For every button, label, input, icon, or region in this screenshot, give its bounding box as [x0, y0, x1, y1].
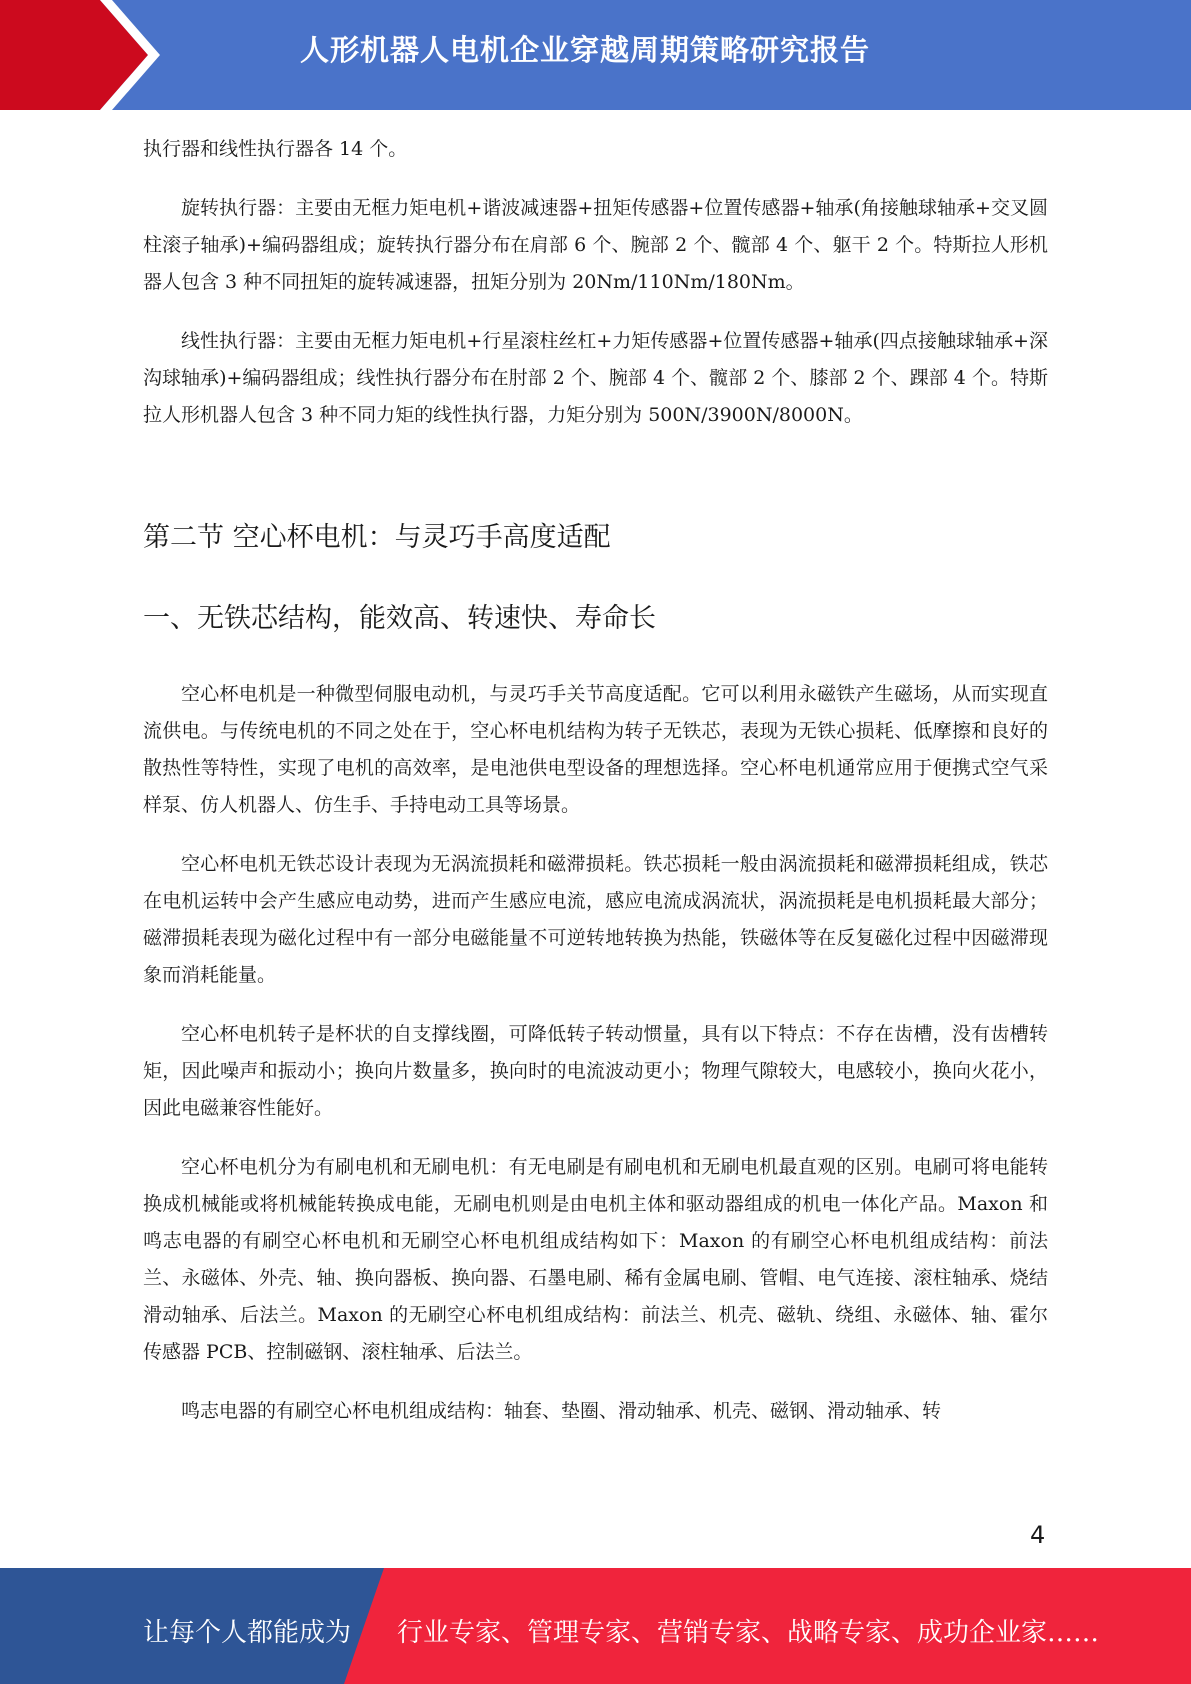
paragraph-brushed-brushless: 空心杯电机分为有刷电机和无刷电机：有无电刷是有刷电机和无刷电机最直观的区别。电刷可将电能转换成机械能或将机械能转换成电能，无刷电机则是由电机主体和驱动器组成的机电一体化产品。Maxon 和鸣志电器的有刷空心杯电机和无刷空心杯电机组成结构如下：Maxon 的有刷空心杯电机组成结构：前法兰、永磁体、外壳、轴、换向器板、换向器、石墨电刷、稀有金属电刷、管帽、电气连接、滚柱轴承、烧结滑动轴承、后法兰。Maxon 的无刷空心杯电机组成结构：前法兰、机壳、磁轨、绕组、永磁体、轴、霍尔传感器 PCB、控制磁钢、滚柱轴承、后法兰。: [143, 1156, 1048, 1363]
paragraph-continued: 执行器和线性执行器各 14 个。: [143, 138, 408, 160]
paragraph-coreless-intro: 空心杯电机是一种微型伺服电动机，与灵巧手关节高度适配。它可以利用永磁铁产生磁场，从而实现直流供电。与传统电机的不同之处在于，空心杯电机结构为转子无铁芯，表现为无铁心损耗、低摩擦和良好的散热性等特性，实现了电机的高效率，是电池供电型设备的理想选择。空心杯电机通常应用于便携式空气采样泵、仿人机器人、仿生手、手持电动工具等场景。: [143, 683, 1048, 816]
paragraph-iron-loss: 空心杯电机无铁芯设计表现为无涡流损耗和磁滞损耗。铁芯损耗一般由涡流损耗和磁滞损耗组成，铁芯在电机运转中会产生感应电动势，进而产生感应电流，感应电流成涡流状，涡流损耗是电机损耗最大部分；磁滞损耗表现为磁化过程中有一部分电磁能量不可逆转地转换为热能，铁磁体等在反复磁化过程中因磁滞现象而消耗能量。: [143, 853, 1048, 986]
page-number: 4: [1030, 1521, 1046, 1549]
paragraph-linear-actuator: 线性执行器：主要由无框力矩电机+行星滚柱丝杠+力矩传感器+位置传感器+轴承(四点接触球轴承+深沟球轴承)+编码器组成；线性执行器分布在肘部 2 个、腕部 4 个、髋部 2 个、膝部 2 个、踝部 4 个。特斯拉人形机器人包含 3 种不同力矩的线性执行器，力矩分别为 500N/3900N/8000N。: [143, 330, 1048, 426]
paragraph-rotary-actuator: 旋转执行器：主要由无框力矩电机+谐波减速器+扭矩传感器+位置传感器+轴承(角接触球轴承+交叉圆柱滚子轴承)+编码器组成；旋转执行器分布在肩部 6 个、腕部 2 个、髋部 4 个、躯干 2 个。特斯拉人形机器人包含 3 种不同扭矩的旋转减速器，扭矩分别为 20Nm/110Nm/180Nm。: [143, 197, 1048, 293]
page-header: [0, 0, 1191, 110]
section-heading: 第二节 空心杯电机：与灵巧手高度适配: [143, 522, 611, 553]
header-title: 人形机器人电机企业穿越周期策略研究报告: [300, 33, 871, 67]
subsection-heading: 一、无铁芯结构，能效高、转速快、寿命长: [143, 603, 656, 634]
footer-slogan-left: 让每个人都能成为: [143, 1618, 352, 1648]
paragraph-rotor-features: 空心杯电机转子是杯状的自支撑线圈，可降低转子转动惯量，具有以下特点：不存在齿槽，没有齿槽转矩，因此噪声和振动小；换向片数量多，换向时的电流波动更小；物理气隙较大，电感较小，换向火花小，因此电磁兼容性能好。: [143, 1023, 1048, 1119]
document-body: [143, 131, 1048, 1430]
footer-slogan-right: 行业专家、管理专家、营销专家、战略专家、成功企业家……: [397, 1618, 1100, 1648]
page-footer: [0, 1568, 1191, 1684]
paragraph-moons-structure: 鸣志电器的有刷空心杯电机组成结构：轴套、垫圈、滑动轴承、机壳、磁钢、滑动轴承、转: [181, 1400, 942, 1422]
